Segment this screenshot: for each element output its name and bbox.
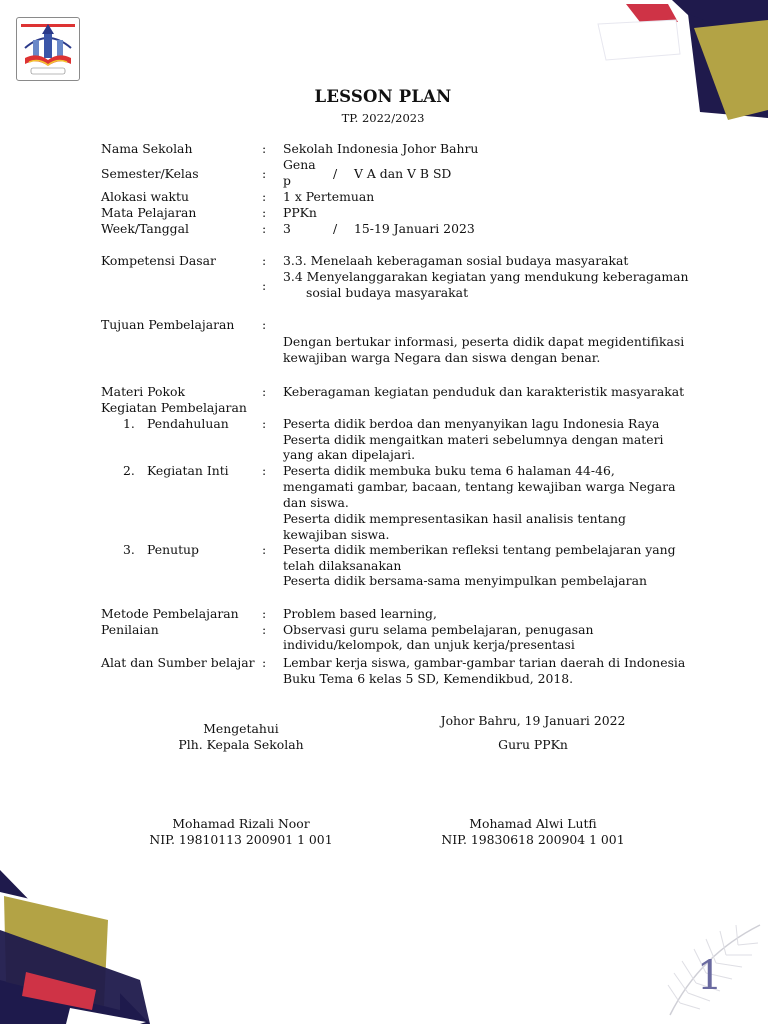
school-label: Nama Sekolah (101, 141, 193, 156)
assessment-label: Penilaian (101, 622, 159, 637)
week-label: Week/Tanggal (101, 221, 189, 236)
activity-line: dan siswa. (283, 495, 349, 510)
separator: : (262, 416, 267, 431)
activity-line: Peserta didik memberikan refleksi tentang pembelajaran yang (283, 542, 676, 557)
teacher-name: Mohamad Alwi Lutfi (469, 816, 597, 831)
time-value: 1 x Pertemuan (283, 189, 375, 204)
semester-label: Semester/Kelas (101, 166, 199, 181)
separator: : (262, 166, 267, 181)
school-emblem-icon (16, 17, 80, 81)
principal-role: Plh. Kepala Sekolah (178, 737, 304, 752)
activities-label: Kegiatan Pembelajaran (101, 400, 247, 415)
activity-opening-label: Pendahuluan (147, 416, 229, 431)
separator: : (262, 205, 267, 220)
activity-closing-label: Penutup (147, 542, 199, 557)
teacher-role: Guru PPKn (498, 737, 568, 752)
activity-line: mengamati gambar, bacaan, tentang kewajiban warga Negara (283, 479, 676, 494)
separator: : (262, 463, 267, 478)
activity-line: Peserta didik mengaitkan materi sebelumnya dengan materi (283, 432, 664, 447)
activity-core-label: Kegiatan Inti (147, 463, 229, 478)
activity-line: Peserta didik bersama-sama menyimpulkan pembelajaran (283, 573, 647, 588)
resources-line-1: Lembar kerja siswa, gambar-gambar tarian daerah di Indonesia (283, 655, 686, 670)
class-value: V A dan V B SD (354, 166, 452, 181)
acknowledged-label: Mengetahui (203, 721, 279, 736)
principal-nip: NIP. 19810113 200901 1 001 (149, 832, 333, 847)
resources-label: Alat dan Sumber belajar (101, 655, 255, 670)
resources-line-2: Buku Tema 6 kelas 5 SD, Kemendikbud, 2018. (283, 671, 574, 686)
kd-line-1: 3.3. Menelaah keberagaman sosial budaya masyarakat (283, 253, 629, 268)
activity-number: 2. (123, 463, 135, 478)
material-label: Materi Pokok (101, 384, 185, 399)
activity-line: Peserta didik membuka buku tema 6 halaman 44-46, (283, 463, 615, 478)
page-title: LESSON PLAN (314, 87, 452, 106)
objective-line-2: kewajiban warga Negara dan siswa dengan benar. (283, 350, 601, 365)
school-value: Sekolah Indonesia Johor Bahru (283, 141, 479, 156)
kd-line-3: sosial budaya masyarakat (306, 285, 469, 300)
activity-line: kewajiban siswa. (283, 527, 390, 542)
week-value: 3 (283, 221, 291, 236)
separator: : (262, 141, 267, 156)
kd-line-2: 3.4 Menyelanggarakan kegiatan yang mendukung keberagaman (283, 269, 689, 284)
semester-value-line2: p (283, 173, 291, 188)
time-label: Alokasi waktu (101, 189, 189, 204)
subject-label: Mata Pelajaran (101, 205, 197, 220)
activity-line: yang akan dipelajari. (283, 447, 416, 462)
activity-number: 3. (123, 542, 135, 557)
semester-value-line1: Gena (283, 157, 316, 172)
separator: : (262, 189, 267, 204)
place-date: Johor Bahru, 19 Januari 2022 (440, 713, 626, 728)
activity-line: Peserta didik berdoa dan menyanyikan lagu Indonesia Raya (283, 416, 660, 431)
kd-label: Kompetensi Dasar (101, 253, 216, 268)
activity-number: 1. (123, 416, 135, 431)
separator: : (262, 622, 267, 637)
material-value: Keberagaman kegiatan penduduk dan karakteristik masyarakat (283, 384, 685, 399)
objective-label: Tujuan Pembelajaran (101, 317, 235, 332)
separator: : (262, 655, 267, 670)
date-value: 15-19 Januari 2023 (354, 221, 475, 236)
method-value: Problem based learning, (283, 606, 437, 621)
method-label: Metode Pembelajaran (101, 606, 239, 621)
principal-name: Mohamad Rizali Noor (172, 816, 310, 831)
assessment-line-1: Observasi guru selama pembelajaran, penugasan (283, 622, 594, 637)
page-number: 1 (697, 953, 723, 999)
activity-line: telah dilaksanakan (283, 558, 402, 573)
separator: : (262, 606, 267, 621)
assessment-line-2: individu/kelompok, dan unjuk kerja/presentasi (283, 637, 575, 652)
separator: : (262, 221, 267, 236)
separator: : (262, 317, 267, 332)
separator: : (262, 384, 267, 399)
activity-line: Peserta didik mempresentasikan hasil analisis tentang (283, 511, 626, 526)
slash: / (333, 221, 338, 236)
separator: : (262, 278, 267, 293)
teacher-nip: NIP. 19830618 200904 1 001 (441, 832, 625, 847)
subject-value: PPKn (283, 205, 317, 220)
separator: : (262, 253, 267, 268)
academic-year: TP. 2022/2023 (341, 111, 425, 125)
separator: : (262, 542, 267, 557)
objective-line-1: Dengan bertukar informasi, peserta didik dapat megidentifikasi (283, 334, 685, 349)
slash: / (333, 166, 338, 181)
